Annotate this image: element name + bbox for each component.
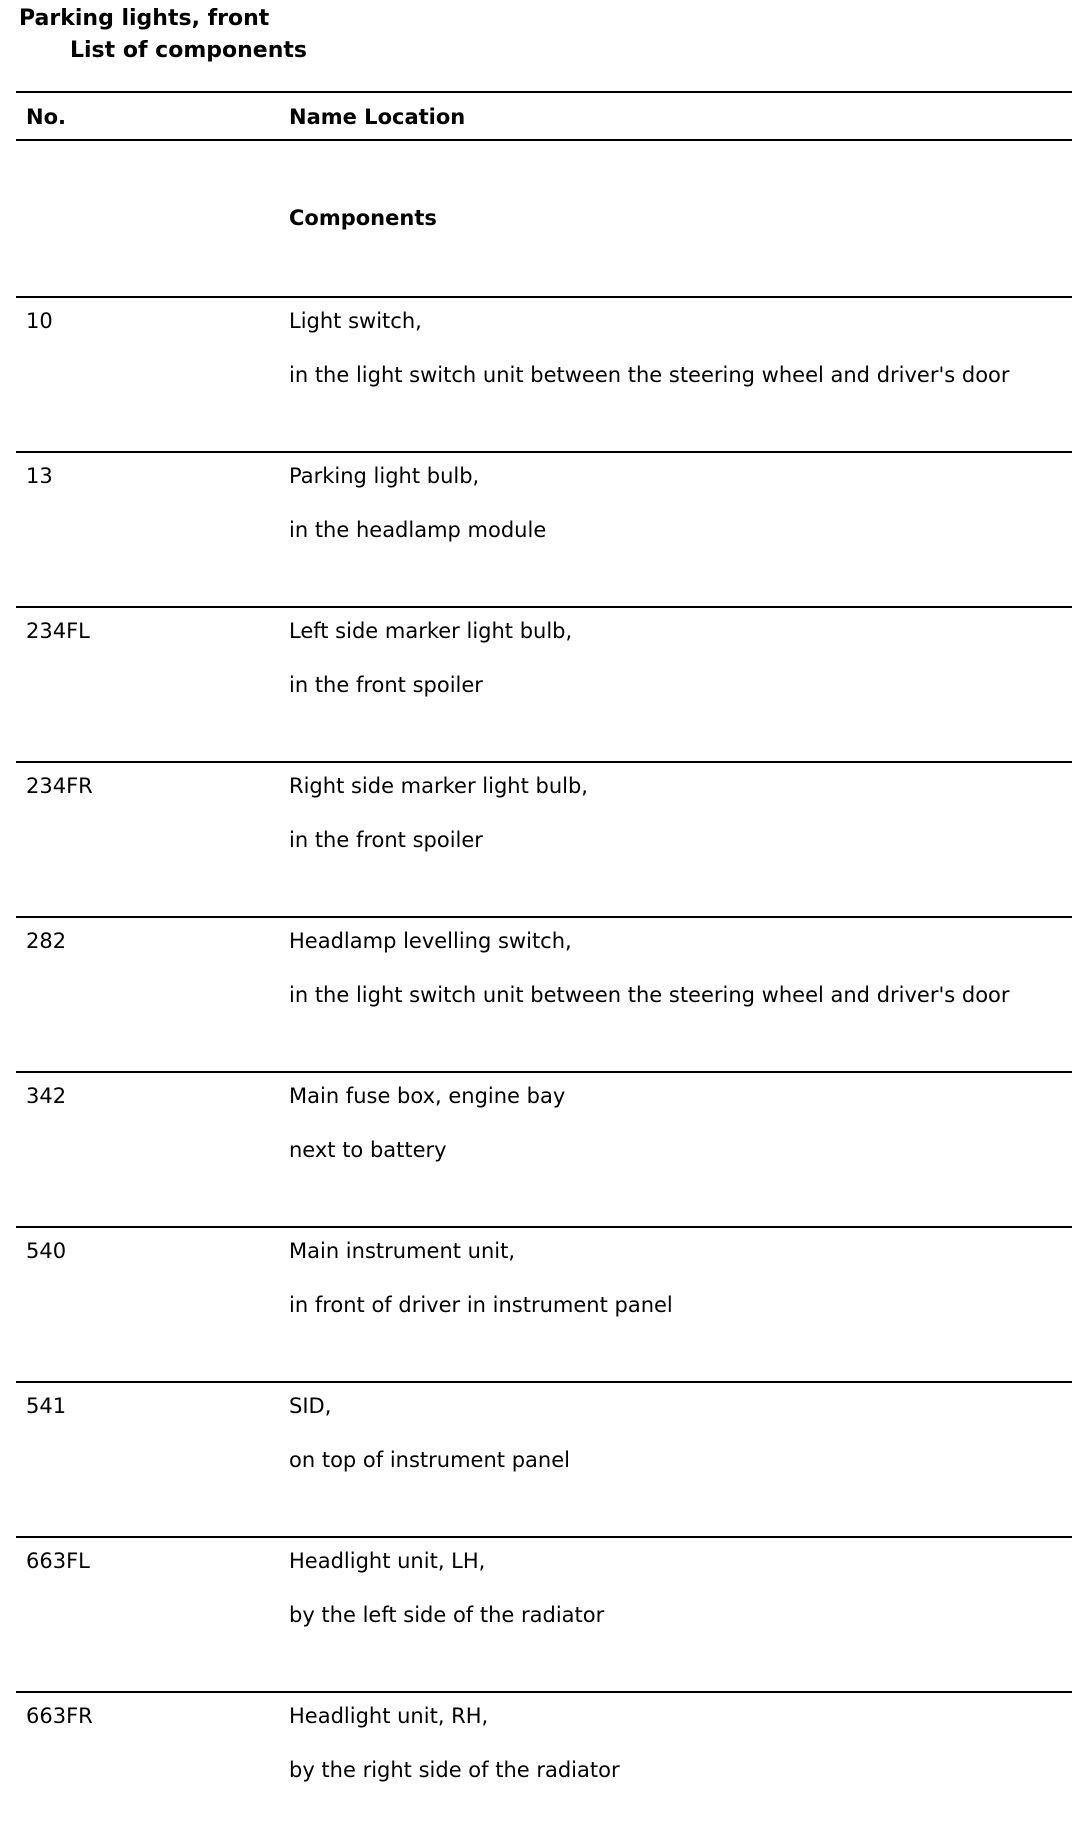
component-name: Headlight unit, LH,	[289, 1549, 486, 1573]
component-number: 10	[26, 309, 53, 333]
section-header-row	[16, 141, 1072, 298]
table-row	[16, 918, 1072, 1073]
component-location: on top of instrument panel	[289, 1448, 570, 1472]
table-row	[16, 1538, 1072, 1693]
component-name: Left side marker light bulb,	[289, 619, 573, 643]
document-title: Parking lights, front	[19, 6, 270, 31]
component-number: 282	[26, 929, 67, 953]
component-name: Main instrument unit,	[289, 1239, 516, 1263]
component-location: in the headlamp module	[289, 518, 547, 542]
table-header-row	[16, 93, 1072, 141]
document-subtitle: List of components	[70, 38, 307, 63]
column-header-no: No.	[26, 105, 66, 129]
component-location: in front of driver in instrument panel	[289, 1293, 673, 1317]
component-number: 540	[26, 1239, 67, 1263]
table-row	[16, 1073, 1072, 1228]
component-name: Light switch,	[289, 309, 422, 333]
component-number: 13	[26, 464, 53, 488]
component-name: Headlight unit, RH,	[289, 1704, 489, 1728]
table-row	[16, 1383, 1072, 1538]
table-row	[16, 608, 1072, 763]
component-number: 234FR	[26, 774, 93, 798]
component-name: Parking light bulb,	[289, 464, 480, 488]
component-location: in the light switch unit between the steering wheel and driver's door	[289, 983, 1010, 1007]
component-name: Right side marker light bulb,	[289, 774, 588, 798]
table-row	[16, 298, 1072, 453]
component-name: SID,	[289, 1394, 332, 1418]
component-number: 541	[26, 1394, 67, 1418]
component-location: in the light switch unit between the steering wheel and driver's door	[289, 363, 1010, 387]
components-table	[16, 91, 1072, 1846]
table-row	[16, 453, 1072, 608]
component-number: 663FL	[26, 1549, 90, 1573]
component-number: 342	[26, 1084, 67, 1108]
table-row	[16, 1693, 1072, 1846]
component-location: in the front spoiler	[289, 673, 483, 697]
component-location: by the left side of the radiator	[289, 1603, 605, 1627]
component-number: 234FL	[26, 619, 90, 643]
component-location: in the front spoiler	[289, 828, 483, 852]
component-number: 663FR	[26, 1704, 93, 1728]
section-label-components: Components	[289, 206, 437, 230]
component-name: Main fuse box, engine bay	[289, 1084, 566, 1108]
component-location: by the right side of the radiator	[289, 1758, 620, 1782]
component-name: Headlamp levelling switch,	[289, 929, 572, 953]
table-row	[16, 1228, 1072, 1383]
table-row	[16, 763, 1072, 918]
column-header-name-location: Name Location	[289, 105, 466, 129]
component-location: next to battery	[289, 1138, 447, 1162]
